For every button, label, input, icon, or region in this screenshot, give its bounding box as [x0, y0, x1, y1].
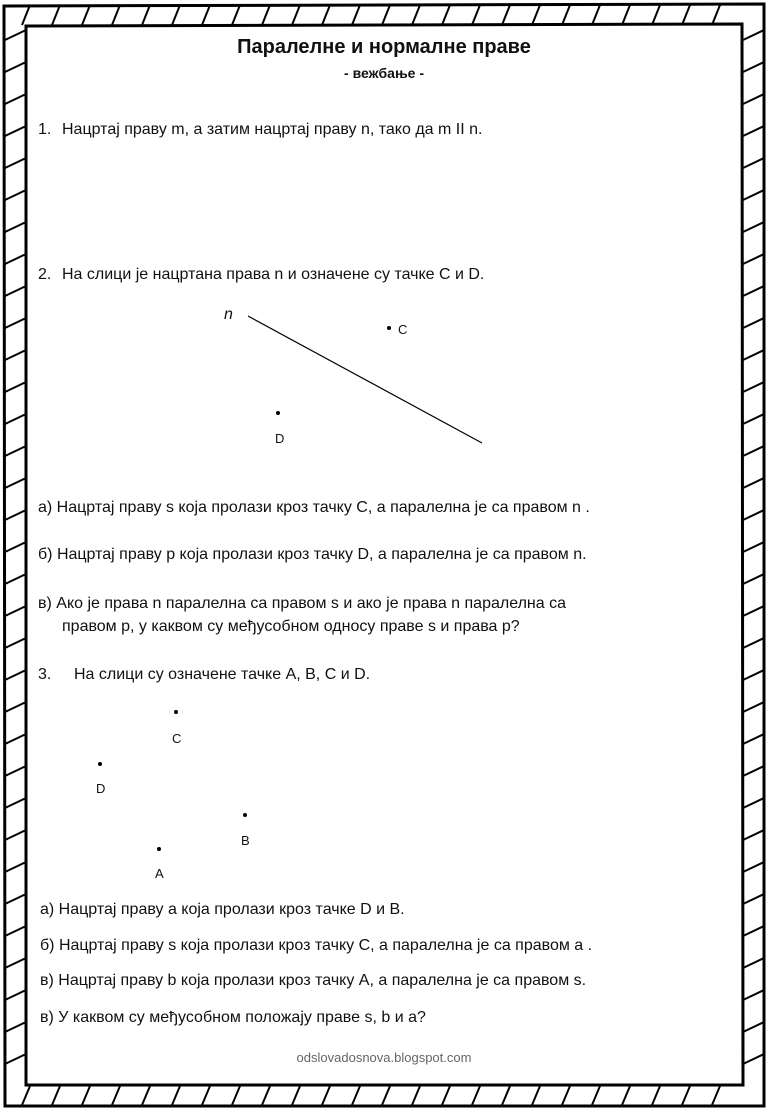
question-3b: б) Нацртај праву s која пролази кроз тачку C, а паралелна је са правом a . — [40, 937, 593, 954]
line-n-label: n — [224, 306, 233, 323]
question-3v: в) Нацртај праву b која пролази кроз тачку A, а паралелна је са правом s. — [40, 972, 587, 989]
line-n — [248, 316, 482, 443]
question-3-text: На слици су означене тачке A, B, C и D. — [74, 666, 371, 683]
point-c-dot — [387, 326, 391, 330]
question-2v-line1: в) Ако је права n паралелна са правом s и ако је права n паралелна са — [38, 595, 566, 612]
question-3-number: 3. — [38, 666, 52, 683]
point-c-label-3: C — [172, 731, 182, 746]
point-d-label: D — [275, 431, 285, 446]
question-1-text: Нацртај праву m, а затим нацртај праву n, тако да m II n. — [62, 121, 483, 138]
question-1-number: 1. — [38, 121, 52, 138]
question-3a: а) Нацртај праву a која пролази кроз тачке D и B. — [40, 901, 405, 918]
question-2b: б) Нацртај праву p која пролази кроз тачку D, а паралелна је са правом n. — [38, 546, 587, 563]
point-c-label: C — [398, 322, 408, 337]
point-a-dot-3 — [157, 847, 161, 851]
point-d-dot-3 — [98, 762, 102, 766]
question-2a: а) Нацртај праву s која пролази кроз тачку C, а паралелна је са правом n . — [38, 499, 590, 516]
question-2v-line2: правом p, у каквом су међусобном односу праве s и права p? — [62, 618, 520, 635]
question-3v2: в) У каквом су међусобном положају праве s, b и a? — [40, 1009, 426, 1026]
point-b-label-3: B — [241, 833, 250, 848]
footer-url: odslovadosnova.blogspot.com — [296, 1050, 472, 1065]
page-title: Паралелне и нормалне праве — [237, 36, 531, 58]
point-d-dot — [276, 411, 280, 415]
point-d-label-3: D — [96, 781, 106, 796]
point-c-dot-3 — [174, 710, 178, 714]
question-2-number: 2. — [38, 266, 52, 283]
point-b-dot-3 — [243, 813, 247, 817]
page-subtitle: - вежбање - — [344, 65, 424, 81]
question-2-text: На слици је нацртана права n и означене су тачке C и D. — [62, 266, 485, 283]
point-a-label-3: A — [155, 866, 164, 881]
